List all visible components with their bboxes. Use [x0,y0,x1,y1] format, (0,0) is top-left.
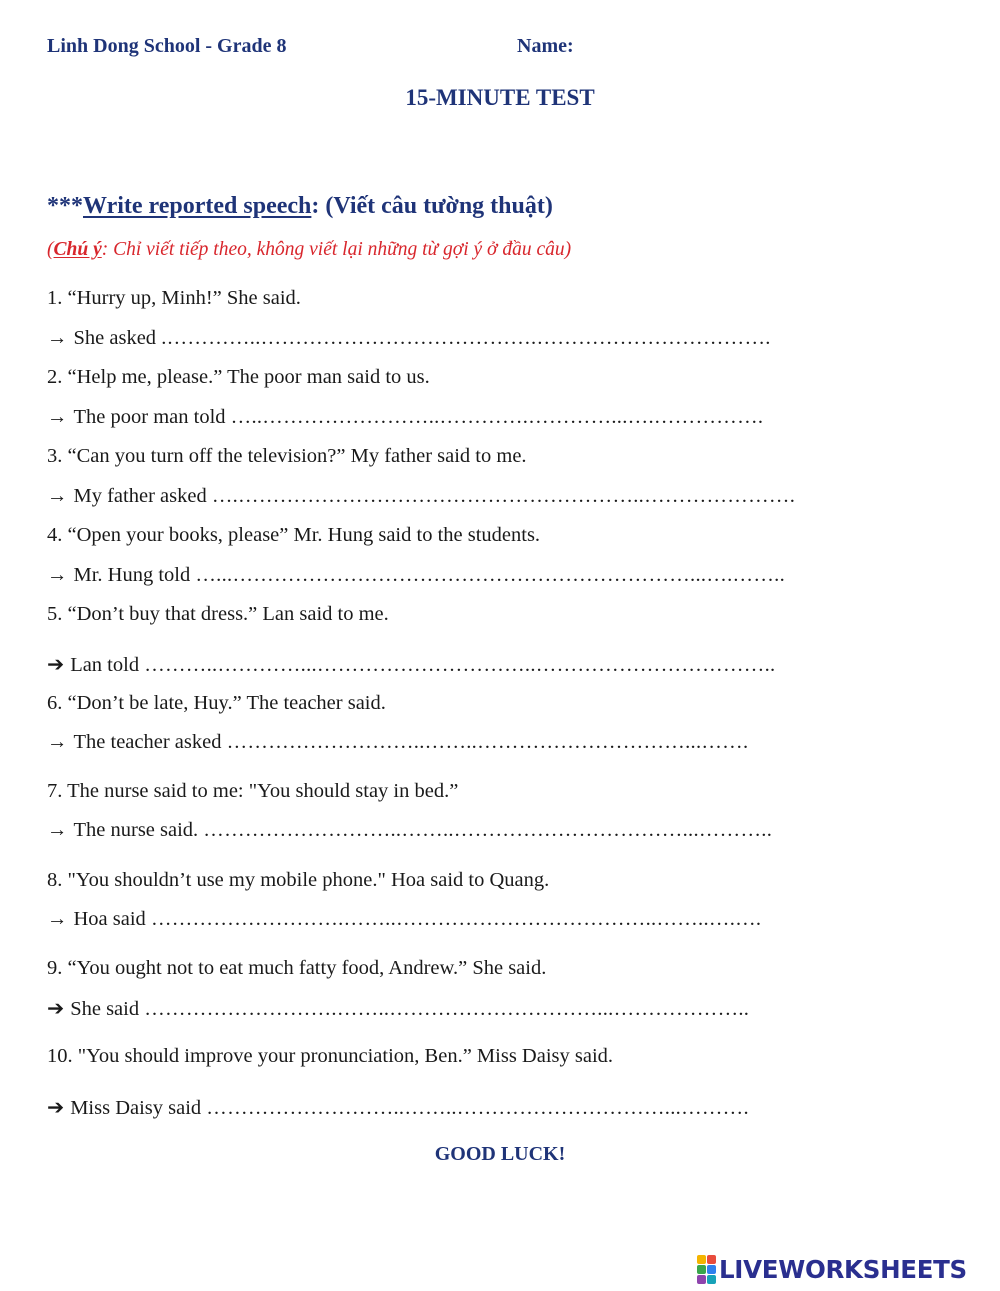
section-prefix: *** [47,193,83,219]
question-1: 1. “Hurry up, Minh!” She said. [47,287,301,309]
good-luck-footer: GOOD LUCK! [434,1143,566,1165]
question-7: 7. The nurse said to me: "You should stay in bed.” [47,780,459,802]
answer-blank[interactable]: ………………………..……..…………………………...………. [206,1097,749,1119]
arrow-icon: → [47,731,68,753]
answer-line-9 [47,996,749,1021]
question-4: 4. “Open your books, please” Mr. Hung said to the students. [47,524,541,546]
school-grade-header: Linh Dong School - Grade 8 [47,35,287,57]
answer-blank[interactable]: ………………………..……..……………………………...……….. [203,819,773,841]
answer-prompt: The poor man told [73,406,226,428]
logo-grid-icon [697,1255,716,1284]
question-8: 8. "You shouldn’t use my mobile phone." Hoa said to Quang. [47,869,550,891]
answer-prompt: Lan told [70,654,140,676]
note-text: : Chỉ viết tiếp theo, không viết lại những từ gợi ý ở đầu câu) [101,239,572,260]
arrow-icon: ➔ [47,1097,65,1119]
note-label: Chú ý [53,239,102,260]
answer-line-7 [47,819,772,842]
answer-blank[interactable]: .…………..………………………………….……………………………. [161,327,771,349]
note-open-paren: ( [47,239,54,260]
answer-prompt: Mr. Hung told [73,564,191,586]
answer-prompt: She asked [73,327,157,349]
arrow-icon: → [47,485,68,507]
answer-line-4 [47,564,785,587]
question-5: 5. “Don’t buy that dress.” Lan said to me. [47,603,389,625]
answer-line-2 [47,406,763,429]
answer-line-1 [47,327,771,350]
question-10: 10. "You should improve your pronunciation, Ben.” Miss Daisy said. [47,1045,614,1067]
answer-line-8 [47,908,761,931]
section-heading-underlined: Write reported speech [83,193,312,219]
answer-line-10 [47,1095,749,1120]
answer-prompt: She said [70,998,140,1020]
answer-prompt: Hoa said [73,908,146,930]
answer-blank[interactable]: ……………………….……..…………………………...……………….. [144,998,750,1020]
arrow-icon: → [47,908,68,930]
arrow-icon: ➔ [47,998,65,1020]
section-heading [47,193,553,220]
arrow-icon: → [47,819,68,841]
answer-blank[interactable]: …...…………………………………………………………...….…….. [195,564,785,586]
answer-blank[interactable]: …..……………………..………….…………...….……………. [230,406,764,428]
liveworksheets-logo [697,1255,967,1284]
section-heading-vi: : (Viết câu tường thuật) [311,193,553,219]
answer-blank[interactable]: ……………………….……..………………………………..……..….…. [150,908,762,930]
question-9: 9. “You ought not to eat much fatty food, Andrew.” She said. [47,957,547,979]
answer-line-6 [47,731,748,754]
page-title: 15-MINUTE TEST [405,85,595,110]
arrow-icon: ➔ [47,654,65,676]
answer-blank[interactable]: ………..…………...…………………………..…………………………….. [144,654,776,676]
answer-blank[interactable]: ….…………………………………………………..…………………. [211,485,796,507]
logo-text: LIVEWORKSHEETS [719,1255,967,1284]
answer-line-5 [47,652,775,677]
arrow-icon: → [47,564,68,586]
question-2: 2. “Help me, please.” The poor man said to us. [47,366,430,388]
answer-prompt: The nurse said. [73,819,199,841]
answer-prompt: Miss Daisy said [70,1097,202,1119]
answer-prompt: My father asked [73,485,207,507]
question-6: 6. “Don’t be late, Huy.” The teacher said. [47,692,386,714]
answer-blank[interactable]: ………………………..……..…………………………...……. [226,731,749,753]
arrow-icon: → [47,327,68,349]
arrow-icon: → [47,406,68,428]
section-note [47,239,571,261]
name-label: Name: [517,35,574,57]
question-3: 3. “Can you turn off the television?” My father said to me. [47,445,527,467]
answer-line-3 [47,485,795,508]
answer-prompt: The teacher asked [73,731,222,753]
